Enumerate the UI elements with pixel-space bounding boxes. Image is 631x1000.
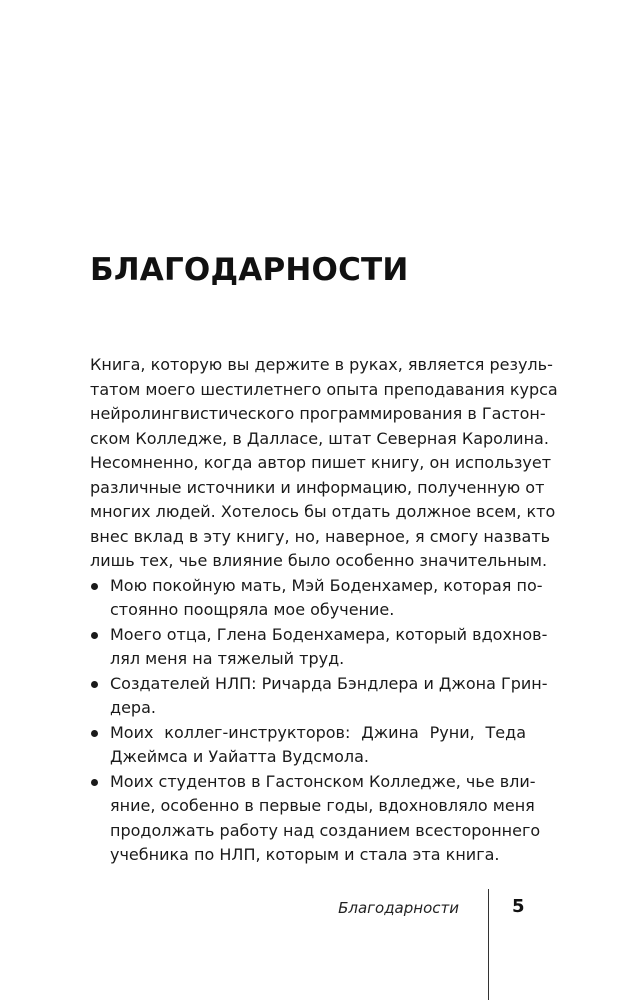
intro-paragraph [90,353,558,574]
running-title: Благодарности [338,899,459,917]
page-number: 5 [512,896,525,917]
paragraph-line: Несомненно, когда автор пишет книгу, он использует [90,453,552,472]
paragraph-line: внес вклад в эту книгу, но, наверное, я смогу назвать [90,526,551,546]
list-item-line: стоянно поощряла мое обучение. [110,600,395,619]
bullet-icon [91,583,98,590]
list-item-line: учебника по НЛП, которым и стала эта книга. [110,845,500,864]
paragraph-line: лишь тех, чье влияние было особенно значительным. [90,551,548,570]
paragraph-line: различные источники и информацию, полученную от [90,477,545,497]
list-item-line: продолжать работу над созданием всестороннего [110,820,541,840]
footer-divider [488,889,489,1000]
list-item [90,721,526,770]
list-item-line: Моего отца, Глена Боденхамера, который вдохнов- [110,624,548,644]
list-item-line: лял меня на тяжелый труд. [110,649,345,668]
paragraph-line: татом моего шестилетнего опыта преподавания курса [90,379,558,399]
list-item-line: Мою покойную мать, Мэй Боденхамер, которая по- [110,575,543,595]
paragraph-line: Книга, которую вы держите в руках, является резуль- [90,355,553,374]
list-item [90,770,541,868]
list-item-line: Моих коллег-инструкторов: Джина Руни, Теда [110,722,526,742]
list-item-line: яние, особенно в первые годы, вдохновляло меня [110,796,535,815]
body-text [90,353,558,868]
list-item-line: Джеймса и Уайатта Вудсмола. [110,747,369,766]
page-title: БЛАГОДАРНОСТИ [90,252,409,288]
paragraph-line: многих людей. Хотелось бы отдать должное всем, кто [90,502,556,521]
list-item-line: Создателей НЛП: Ричарда Бэндлера и Джона Грин- [110,673,548,693]
bullet-icon [91,730,98,737]
list-item [90,574,543,623]
list-item-line: Моих студентов в Гастонском Колледже, чье вли- [110,771,536,791]
list-item [90,672,548,721]
bullet-icon [91,681,98,688]
bullet-icon [91,779,98,786]
paragraph-line: ском Колледже, в Далласе, штат Северная Каролина. [90,428,549,448]
acknowledgement-list [90,574,548,868]
paragraph-line: нейролингвистического программирования в Гастон- [90,404,546,423]
bullet-icon [91,632,98,639]
list-item-line: дера. [110,698,156,717]
list-item [90,623,548,672]
